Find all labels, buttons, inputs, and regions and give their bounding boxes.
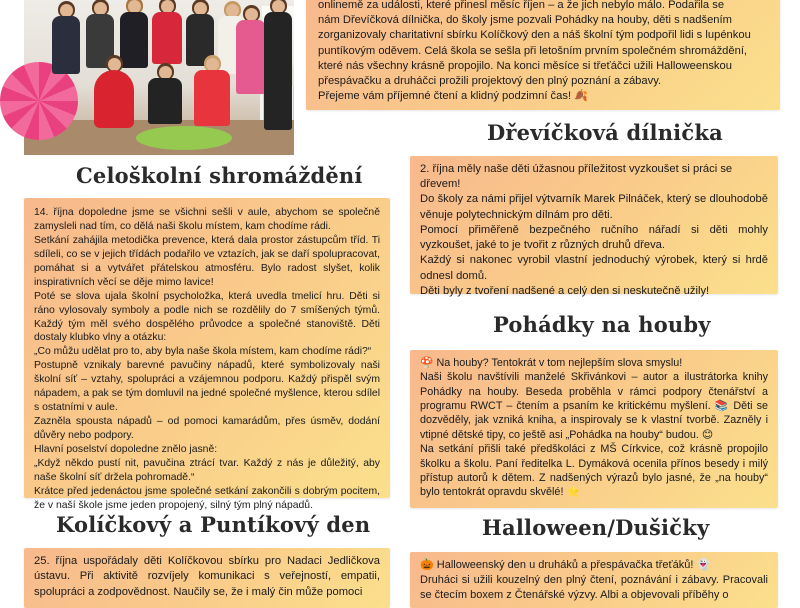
halloween-paragraph: 🎃 Halloweenský den u druháků a přespávačka třeťáků! 👻 [420,559,711,571]
assembly-box [24,198,390,511]
photo-green-mat [136,126,232,150]
clothespin-paragraph: 25. října uspořádaly děti Kolíčkovou sbírku pro Nadaci Jedličkova ústavu. Při aktivitě rozvíjely komunikaci s veřejností, empatii, spolupráci a zodpovědnost. Naučily se, že i malý čin může pomoci [34,555,380,598]
workshop-paragraph: Pomocí přiměřeně bezpečného ručního nářadí si děti mohly vyzkoušet, jaké to je tvořit z různých druhů dřeva. [420,223,768,252]
intro-box [306,0,780,110]
mushrooms-paragraph: Na setkání přišli také předškoláci z MŠ Církvice, což krásně propojilo školku a školu. Paní ředitelka L. Dymáková ocenila přínos besedy i milý přístup autorů k dětem. Z nadšených výrazů bylo jasné, že „na houby“ bylo tentokrát opravdu skvělé! ⭐ [420,443,768,499]
photo-person [152,0,182,64]
assembly-paragraph: Zazněla spousta nápadů – od pomoci kamarádům, přes úsměv, dodání důvěry nebo podpory. [34,416,380,441]
group-photo [24,0,294,155]
assembly-paragraph: Hlavní poselství dopoledne znělo jasně: [34,443,218,455]
workshop-box [410,156,778,297]
section-title-workshop: Dřevíčková dílnička [487,120,723,145]
assembly-paragraph: Poté se slova ujala školní psycholožka, která uvedla tmelicí hru. Děti si ráno vylosovaly symboly a podle nich se rozdělily do 7 smíšených týmů. Každý tým měl svého dospělého průvodce a společné stanoviště. Děti dostaly klubko vlny a otázku: [34,290,380,344]
section-title-clothespin: Kolíčkový a Puntíkový den [56,512,371,537]
workshop-paragraph: Děti byly z tvoření nadšené a celý den si neskutečně užily! [420,284,710,297]
assembly-paragraph: Setkání zahájila metodička prevence, která dala prostor zástupcům tříd. Ti sdíleli, co se v jejich třídách podařilo ve vztazích, jak se daří spolupracovat, pomáhat si a vytvářet přátelskou atmosféru. Bylo radost slyšet, kolik inspirativních věcí se děje mimo lavice! [34,234,380,288]
photo-person [236,8,266,94]
clothespin-box [24,548,390,608]
assembly-paragraph: Postupně vznikaly barevné pavučiny nápadů, které symbolizovaly naši školní síť – vztahy, spolupráci a vzájemnou podporu. Každý přispěl svým nápadem, a pak se tým domluvil na jedné společné myšlence, kterou sdílel s ostatními v aule. [34,360,380,414]
intro-line: puntíkovým oděvem. Celá škola se sešla při letošním prvním společném shromáždění, [318,44,748,57]
section-title-halloween: Halloween/Dušičky [482,515,710,540]
halloween-box [410,552,778,608]
workshop-paragraph: Každý si nakonec vyrobil vlastní jednoduchý výrobek, který si hrdě odnesl domů. [420,254,768,282]
mushrooms-paragraph: Naši školu navštívili manželé Skřivánkovi – autor a ilustrátorka knihy Pohádky na houby. Beseda proběhla v rámci podpory čtenářství a programu RWCT – čtením a psaním ke kritickému myšlení. 📚 Děti se dozvěděly, jak vzniká kniha, a inspirovaly se k vlastní tvorbě. Zazněly i vtipné dětské tipy, co ještě asi „Pohádka na houby“ budou. 😊 [420,371,768,441]
mushrooms-box [410,350,778,508]
intro-line: onlinemě za události, které přinesl měsíc říjen – a že jich nebylo málo. Podařila se [318,0,725,11]
photo-person [148,66,182,124]
intro-line: Přejeme vám příjemné čtení a klidný podzimní čas! 🍂 [318,90,589,103]
workshop-paragraph: 2. října měly naše děti úžasnou příležitost vyzkoušet si práci se dřevem! [420,163,733,191]
assembly-quote: „Když někdo pustí nit, pavučina ztrácí tvar. Každý z nás je důležitý, aby naše školní síť držela pohromadě.“ [34,457,380,483]
photo-person [52,4,80,74]
photo-person [94,58,134,128]
assembly-paragraph: 14. října dopoledne jsme se všichni sešli v aule, abychom se společně zamysleli nad tím, co dělá naši školu místem, kam chodíme rádi. [34,207,380,232]
section-title-mushrooms: Pohádky na houby [493,312,711,337]
halloween-paragraph: Druháci si užili kouzelný den plný čtení, poznávání i zábavy. Pracovali se čtecím boxem z Čtenářské výzvy. Albi a objevovali příběhy o [420,573,768,601]
intro-line: které nás všechny krásně propojilo. Na konci měsíce si třeťáčci užili Halloweenskou [318,59,732,72]
intro-line: nám Dřevíčková dílnička, do školy jsme pozvali Pohádky na houby, děti s nadšením [318,14,732,27]
assembly-quote: „Co můžu udělat pro to, aby byla naše škola místem, kam chodíme rádi?“ [34,346,372,358]
photo-person [264,0,292,130]
workshop-paragraph: Do školy za námi přijel výtvarník Marek Pilnáček, který se dlouhodobě věnuje polytechnickým dílnám pro děti. [420,193,768,221]
intro-line: přespávačku a druháčci prožili projektový den plný poznání a zábavy. [318,75,662,88]
photo-person [194,58,230,126]
mushrooms-paragraph: 🍄 Na houby? Tentokrát v tom nejlepším slova smyslu! [420,357,683,369]
section-title-assembly: Celoškolní shromáždění [76,163,363,188]
intro-line: zorganizovaly charitativní sbírku Kolíčkový den a náš školní tým podpořil lidi s lupénkou [318,29,751,42]
assembly-paragraph: Krátce před jedenáctou jsme společné setkání zakončili s dobrým pocitem, že v naší škole jsme jeden propojený, silný tým plný nápadů. [34,485,380,511]
